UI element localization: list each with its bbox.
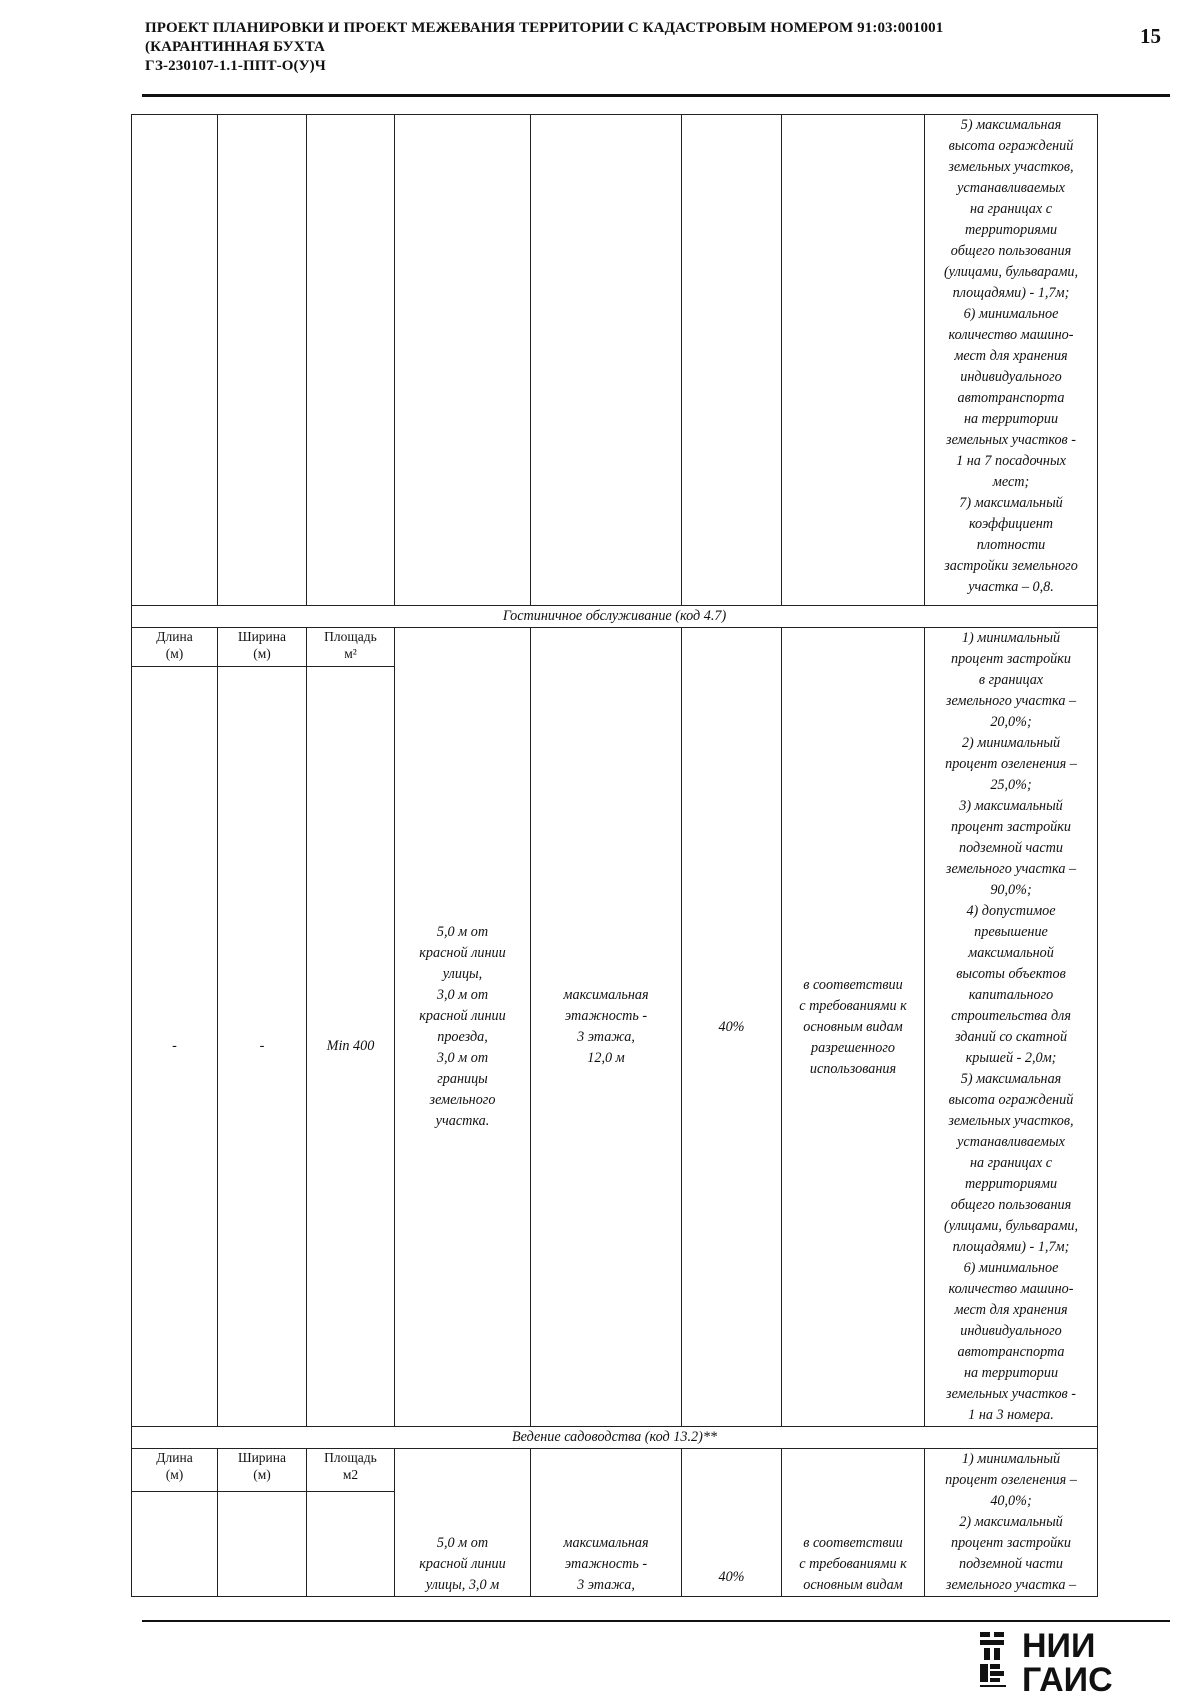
area-cell: Min 400 bbox=[307, 666, 395, 1426]
other-params-cell: 1) минимальный процент застройки в границах земельного участка – 20,0%; 2) минимальный процент озеленения – 25,0%; 3) максимальный процент застройки подземной части земельного участка – 90,0%; 4) допустимое превышение максимальной высоты объектов капитального строительства для зданий со скатной крышей - 2,0м; 5) максимальная высота ограждений земельных участков, устанавливаемых на границах с территориями общего пользования (улицами, бульварами, площадями) - 1,7м; 6) минимальное количество машино- мест для хранения индивидуального автотранспорта на территории земельных участков - 1 на 3 номера. bbox=[925, 628, 1098, 1427]
header-title-line1: ПРОЕКТ ПЛАНИРОВКИ И ПРОЕКТ МЕЖЕВАНИЯ ТЕРРИТОРИИ С КАДАСТРОВЫМ НОМЕРОМ 91:03:001001 bbox=[145, 20, 944, 36]
col-header-area: Площадь м2 bbox=[307, 1449, 395, 1492]
logo-emblem bbox=[980, 1632, 1006, 1687]
header-code: ГЗ-230107-1.1-ППТ-О(У)Ч bbox=[145, 58, 326, 74]
logo-text-top: НИИ bbox=[1022, 1628, 1096, 1665]
section-title: Гостиничное обслуживание (код 4.7) bbox=[132, 606, 1098, 628]
floors-cell: максимальная этажность - 3 этажа, 12,0 м bbox=[531, 628, 682, 1427]
col-header-width: Ширина (м) bbox=[218, 628, 307, 667]
page-number: 15 bbox=[1140, 24, 1161, 48]
setbacks-cell: 5,0 м от красной линии улицы, 3,0 м от красной линии проезда, 3,0 м от границы земельного участка. bbox=[395, 628, 531, 1427]
logo-text-bottom: ГАИС bbox=[1022, 1661, 1113, 1694]
col-header-length: Длина (м) bbox=[132, 628, 218, 667]
setbacks-cell: 5,0 м от красной линии улицы, 3,0 м bbox=[395, 1449, 531, 1597]
compliance-cell: в соответствии с требованиями к основным видам разрешенного использования bbox=[782, 628, 925, 1427]
coverage-cell: 40% bbox=[682, 1449, 782, 1597]
niigais-logo bbox=[976, 1628, 1168, 1694]
col-header-area: Площадь м² bbox=[307, 628, 395, 667]
regulations-table bbox=[131, 114, 1098, 1597]
other-params-cell: 1) минимальный процент озеленения – 40,0%; 2) максимальный процент застройки подземной части земельного участка – bbox=[925, 1449, 1098, 1597]
section-title-row bbox=[132, 1427, 1098, 1449]
col-header-length: Длина (м) bbox=[132, 1449, 218, 1492]
header-title-line2: (КАРАНТИННАЯ БУХТА bbox=[145, 39, 325, 55]
floors-cell: максимальная этажность - 3 этажа, bbox=[531, 1449, 682, 1597]
footer-rule bbox=[142, 1620, 1170, 1622]
width-cell: - bbox=[218, 666, 307, 1426]
document-header bbox=[145, 19, 1065, 76]
coverage-cell: 40% bbox=[682, 628, 782, 1427]
section-title-row bbox=[132, 606, 1098, 628]
table-row bbox=[132, 628, 1098, 667]
header-rule bbox=[142, 94, 1170, 97]
col-header-width: Ширина (м) bbox=[218, 1449, 307, 1492]
section-title: Ведение садоводства (код 13.2)** bbox=[132, 1427, 1098, 1449]
length-cell: - bbox=[132, 666, 218, 1426]
other-params-cell: 5) максимальная высота ограждений земельных участков, устанавливаемых на границах с территориями общего пользования (улицами, бульварами, площадями) - 1,7м; 6) минимальное количество машино- мест для хранения индивидуального автотранспорта на территории земельных участков - 1 на 7 посадочных мест; 7) максимальный коэффициент плотности застройки земельного участка – 0,8. bbox=[925, 115, 1098, 606]
table-row bbox=[132, 115, 1098, 606]
table-row bbox=[132, 1449, 1098, 1492]
compliance-cell: в соответствии с требованиями к основным видам bbox=[782, 1449, 925, 1597]
